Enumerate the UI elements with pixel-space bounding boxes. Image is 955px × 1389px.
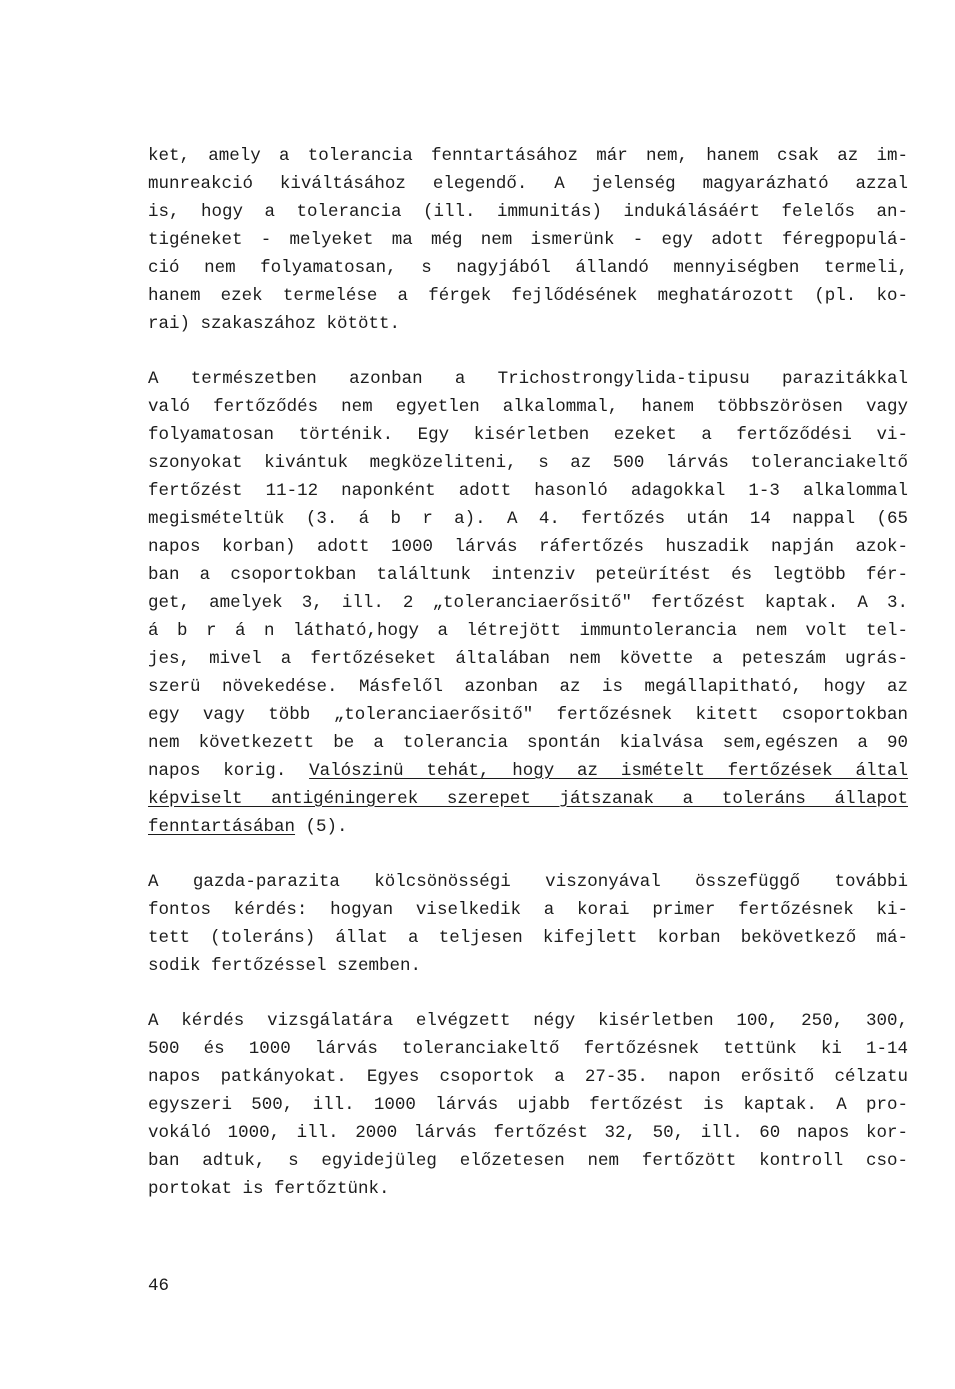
text-line: napos korban) adott 1000 lárvás ráfertőzés huszadik napján azok- [148,537,908,557]
text-line-mixed [148,813,908,841]
text-line: egy vagy több „toleranciaerősitő" fertőzésnek kitett csoportokban [148,705,908,725]
text-line: ban a csoportokban találtunk intenziv peteürítést és legtöbb fér- [148,565,908,585]
text-line: rai) szakaszához kötött. [148,314,401,334]
text-line: jes, mivel a fertőzéseket általában nem követte a peteszám ugrás- [148,649,908,669]
text-line: á b r á n látható,hogy a létrejött immuntolerancia nem volt tel- [148,621,908,641]
text-line: 500 és 1000 lárvás toleranciakeltő fertőzésnek tettünk ki 1-14 [148,1039,908,1059]
text-line: szonyokat kivántuk megközeliteni, s az 500 lárvás toleranciakeltő [148,453,908,473]
underlined-line: képviselt antigéningerek szerepet játszanak a toleráns állapot [148,789,908,809]
text-line: ban adtuk, s egyidejüleg előzetesen nem fertőzött kontroll cso- [148,1151,908,1171]
text-line: ket, amely a tolerancia fenntartásához már nem, hanem csak az im- [148,146,908,166]
underlined-text: fenntartásában [148,817,296,837]
underlined-text: Valószinü tehát, hogy az ismételt fertőzések által [309,761,908,781]
text-line: folyamatosan történik. Egy kisérletben ezeket a fertőződési vi- [148,425,908,445]
text-line: munreakció kiváltásához elegendő. A jelenség magyarázható azzal [148,174,908,194]
text-line: tigéneket - melyeket ma még nem ismerünk - egy adott féregpopulá- [148,230,908,250]
text-line: hanem ezek termelése a férgek fejlődésének meghatározott (pl. ko- [148,286,908,306]
text-line: get, amelyek 3, ill. 2 „toleranciaerősitő" fertőzést kaptak. A 3. [148,593,908,613]
text-segment: napos korig. [148,761,287,781]
text-line: A kérdés vizsgálatára elvégzett négy kisérletben 100, 250, 300, [148,1011,908,1031]
text-line-mixed [148,757,908,785]
document-body [148,142,908,1230]
page-number: 46 [148,1276,170,1296]
paragraph-3 [148,868,908,980]
text-line: portokat is fertőztünk. [148,1179,390,1199]
text-line: való fertőződés nem egyetlen alkalommal, hanem többszörösen vagy [148,397,908,417]
text-line: megismételtük (3. á b r a). A 4. fertőzés után 14 nappal (65 [148,509,908,529]
text-line: fontos kérdés: hogyan viselkedik a korai primer fertőzésnek ki- [148,900,908,920]
text-line: fertőzést 11-12 naponként adott hasonló adagokkal 1-3 alkalommal [148,481,908,501]
text-line: nem következett be a tolerancia spontán kialvása sem,egészen a 90 [148,733,908,753]
text-line: A természetben azonban a Trichostrongylida-tipusu parazitákkal [148,369,908,389]
text-line: ció nem folyamatosan, s nagyjából állandó mennyiségben termeli, [148,258,908,278]
paragraph-2 [148,365,908,841]
text-line: is, hogy a tolerancia (ill. immunitás) indukálásáért felelős an- [148,202,908,222]
text-line: egyszeri 500, ill. 1000 lárvás ujabb fertőzést is kaptak. A pro- [148,1095,908,1115]
text-line: tett (toleráns) állat a teljesen kifejlett korban bekövetkező má- [148,928,908,948]
text-line: sodik fertőzéssel szemben. [148,956,422,976]
text-segment: (5). [305,817,348,837]
text-line: szerü növekedése. Másfelől azonban az is megállapitható, hogy az [148,677,908,697]
text-line: A gazda-parazita kölcsönösségi viszonyával összefüggő további [148,872,908,892]
paragraph-1 [148,142,908,338]
text-line: napos patkányokat. Egyes csoportok a 27-35. napon erősitő célzatu [148,1067,908,1087]
text-line: vokáló 1000, ill. 2000 lárvás fertőzést 32, 50, ill. 60 napos kor- [148,1123,908,1143]
paragraph-4 [148,1007,908,1203]
